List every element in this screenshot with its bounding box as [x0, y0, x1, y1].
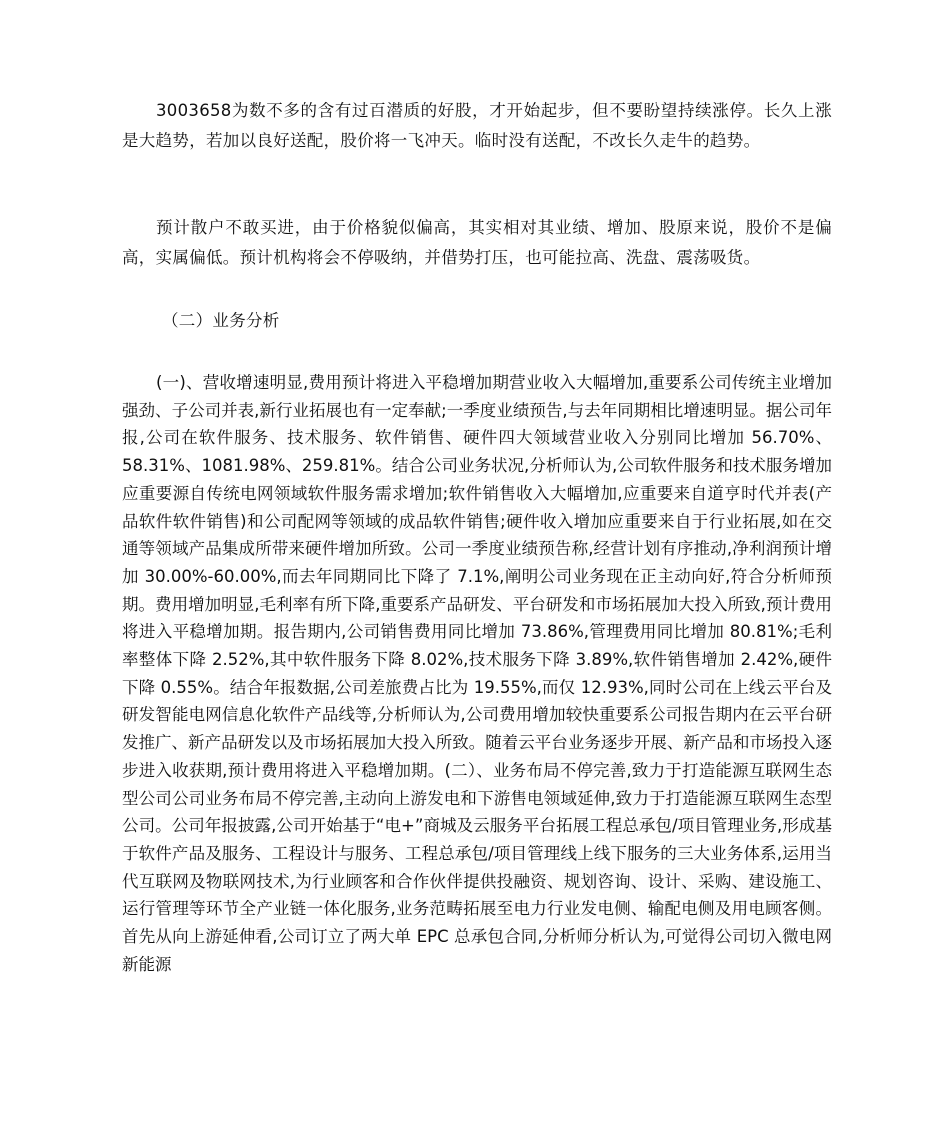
paragraph-stock-outlook: 3003658为数不多的含有过百潜质的好股，才开始起步，但不要盼望持续涨停。长久上涨是大趋势，若加以良好送配，股价将一飞冲天。临时没有送配，不改长久走牛的趋势。	[122, 101, 832, 150]
paragraph-business-analysis: (一)、营收增速明显,费用预计将进入平稳增加期营业收入大幅增加,重要系公司传统主业增加强劲、子公司并表,新行业拓展也有一定奉献;一季度业绩预告,与去年同期相比增速明显。据公司年报,公司在软件服务、技术服务、软件销售、硬件四大领域营业收入分别同比增加 56.70%、58.31%、1081.98%、259.81%。结合公司业务状况,分析师认为,公司软件服务和技术服务增加应重要源自传统电网领域软件服务需求增加;软件销售收入大幅增加,应重要来自道亨时代并表(产品软件软件销售)和公司配网等领域的成品软件销售;硬件收入增加应重要来自于行业拓展,如在交通等领域产品集成所带来硬件增加所致。公司一季度业绩预告称,经营计划有序推动,净利润预计增加 30.00%-60.00%,而去年同期同比下降了 7.1%,阐明公司业务现在正主动向好,符合分析师预期。费用增加明显,毛利率有所下降,重要系产品研发、平台研发和市场拓展加大投入所致,预计费用将进入平稳增加期。报告期内,公司销售费用同比增加 73.86%,管理费用同比增加 80.81%;毛利率整体下降 2.52%,其中软件服务下降 8.02%,技术服务下降 3.89%,软件销售增加 2.42%,硬件下降 0.55%。结合年报数据,公司差旅费占比为 19.55%,而仅 12.93%,同时公司在上线云平台及研发智能电网信息化软件产品线等,分析师认为,公司费用增加较快重要系公司报告期内在云平台研发推广、新产品研发以及市场拓展加大投入所致。随着云平台业务逐步开展、新产品和市场投入逐步进入收获期,预计费用将进入平稳增加期。(二）、业务布局不停完善,致力于打造能源互联网生态型公司公司业务布局不停完善,主动向上游发电和下游售电领域延伸,致力于打造能源互联网生态型公司。公司年报披露,公司开始基于“电+”商城及云服务平台拓展工程总承包/项目管理业务,形成基于软件产品及服务、工程设计与服务、工程总承包/项目管理线上线下服务的三大业务体系,运用当代互联网及物联网技术,为行业顾客和合作伙伴提供投融资、规划咨询、设计、采购、建设施工、运行管理等环节全产业链一体化服务,业务范畴拓展至电力行业发电侧、输配电侧及用电顾客侧。首先从向上游延伸看,公司订立了两大单 EPC 总承包合同,分析师分析认为,可觉得公司切入微电网新能源	[122, 373, 832, 974]
paragraph-investor-expectation: 预计散户不敢买进，由于价格貌似偏高，其实相对其业绩、增加、股原来说，股价不是偏高，实属偏低。预计机构将会不停吸纳，并借势打压，也可能拉高、洗盘、震荡吸货。	[122, 218, 832, 267]
section-heading: （二）业务分析	[162, 311, 280, 330]
